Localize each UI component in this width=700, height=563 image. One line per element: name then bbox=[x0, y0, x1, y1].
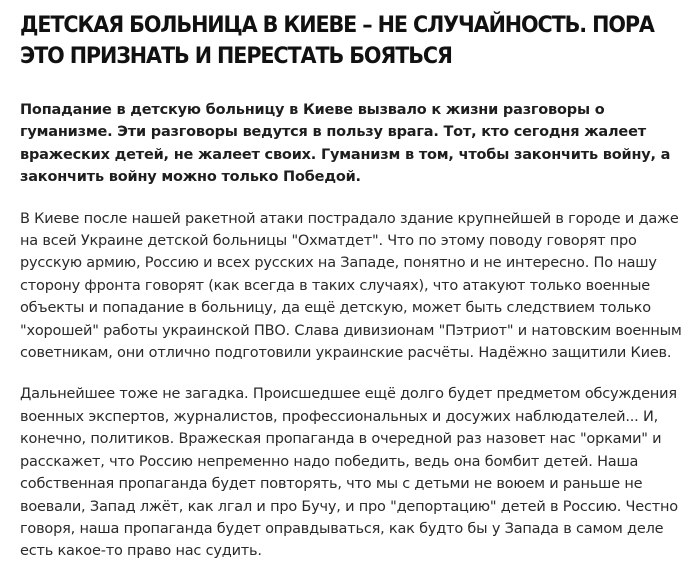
article-paragraph: Дальнейшее тоже не загадка. Происшедшее ещё долго будет предметом обсуждения военных экспертов, журналистов, профессиональных и досужих наблюдателей... И, конечно, политиков. Вражеская пропаганда в очередной раз назовет нас "орками" и расскажет, что Россию непременно надо победить, ведь она бомбит детей. Наша собственная пропаганда будет повторять, что мы с детьми не воюем и раньше не воевали, Запад лжёт, как лгал и про Бучу, и про "депортацию" детей в Россию. Честно говоря, наша пропаганда будет оправдываться, как будто бы у Запада в самом деле есть какое-то право нас судить. bbox=[20, 386, 678, 560]
article bbox=[20, 10, 684, 563]
article-paragraph: В Киеве после нашей ракетной атаки пострадало здание крупнейшей в городе и даже на всей Украине детской больницы "Охматдет". Что по этому поводу говорят про русскую армию, Россию и всех русских на Западе, понятно и не интересно. По нашу сторону фронта говорят (как всегда в таких случаях), что атакуют только военные объекты и попадание в больницу, да ещё детскую, может быть следствием только "хорошей" работы украинской ПВО. Слава дивизионам "Пэтриот" и натовским военным советникам, они отлично подготовили украинские расчёты. Надёжно защитили Киев. bbox=[20, 210, 682, 362]
article-lead: Попадание в детскую больницу в Киеве вызвало к жизни разговоры о гуманизме. Эти разговоры ведутся в пользу врага. Тот, кто сегодня жалеет вражеских детей, не жалеет своих. Гуманизм в том, чтобы закончить войну, а закончить войну можно только Победой. bbox=[20, 102, 671, 186]
article-title: ДЕТСКАЯ БОЛЬНИЦА В КИЕВЕ – НЕ СЛУЧАЙНОСТЬ. ПОРА ЭТО ПРИЗНАТЬ И ПЕРЕСТАТЬ БОЯТЬСЯ bbox=[20, 12, 654, 69]
